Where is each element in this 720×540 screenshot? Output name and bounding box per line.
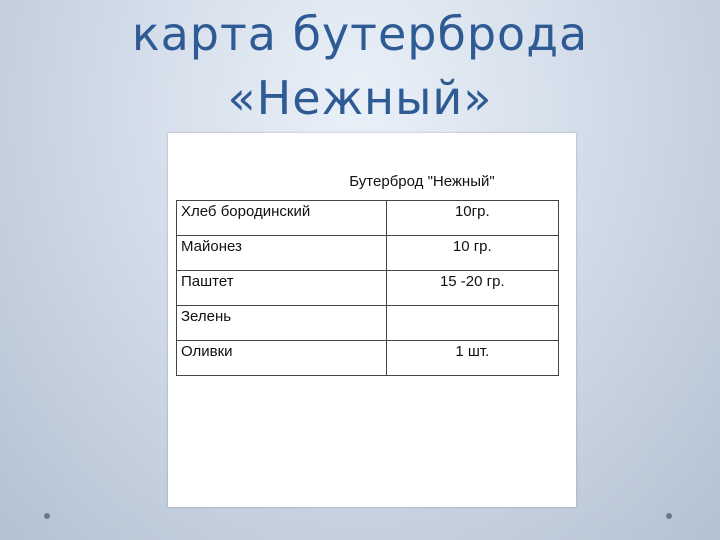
table-row — [177, 271, 559, 306]
slide-title-line-1: карта бутерброда — [131, 7, 589, 61]
previous-slide-dot[interactable] — [44, 513, 50, 519]
ingredient-quantity — [386, 306, 558, 341]
recipe-document — [168, 133, 576, 507]
table-row — [177, 201, 559, 236]
next-slide-dot[interactable] — [666, 513, 672, 519]
ingredient-quantity: 10 гр. — [386, 236, 558, 271]
ingredient-quantity: 10гр. — [386, 201, 558, 236]
ingredient-quantity: 15 -20 гр. — [386, 271, 558, 306]
slide-title-line-2: «Нежный» — [227, 71, 493, 125]
table-row — [177, 306, 559, 341]
ingredient-quantity: 1 шт. — [386, 341, 558, 376]
ingredient-name: Хлеб бородинский — [177, 201, 387, 236]
slide-title — [0, 2, 720, 130]
document-heading: Бутерброд "Нежный" — [349, 173, 495, 190]
table-row — [177, 236, 559, 271]
ingredient-name: Зелень — [177, 306, 387, 341]
ingredients-table — [176, 200, 559, 376]
ingredient-name: Оливки — [177, 341, 387, 376]
table-row — [177, 341, 559, 376]
ingredient-name: Паштет — [177, 271, 387, 306]
ingredient-name: Майонез — [177, 236, 387, 271]
